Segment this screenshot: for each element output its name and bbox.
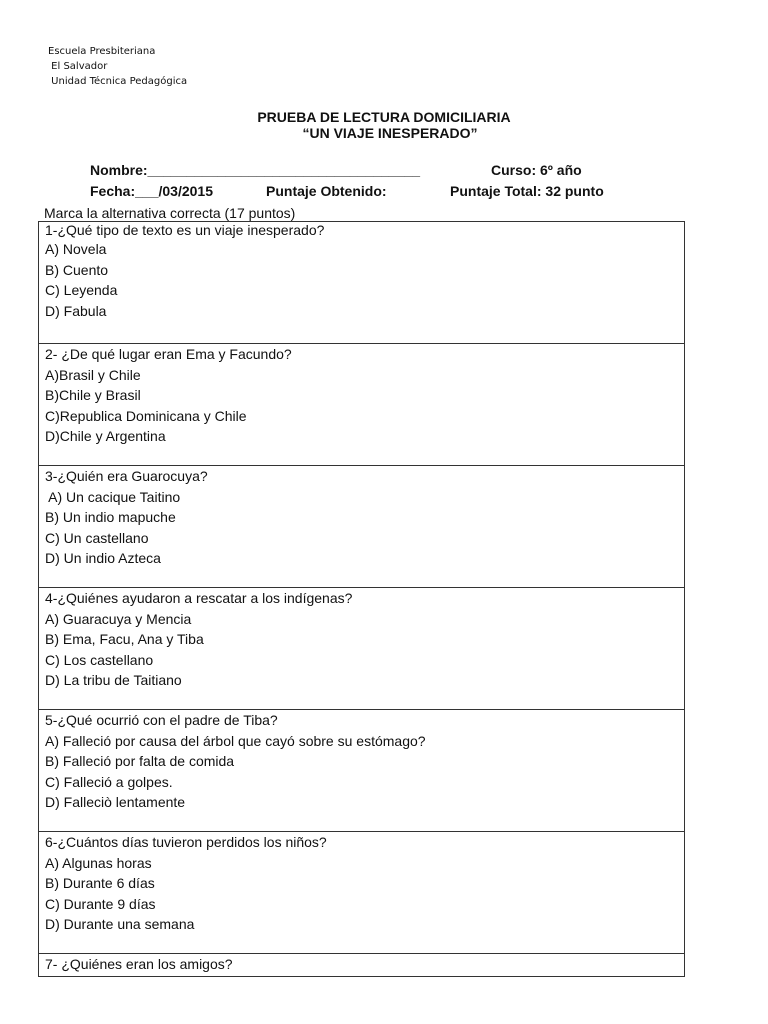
- question-text: 1-¿Qué tipo de texto es un viaje inesperado?: [45, 222, 325, 238]
- option-c: C) Leyenda: [45, 282, 118, 298]
- option-a: A) Un cacique Taitino: [45, 488, 181, 505]
- test-subtitle: “UN VIAJE INESPERADO”: [302, 125, 478, 141]
- school-department: Unidad Técnica Pedagógica: [48, 76, 188, 87]
- option-d: D) Falleciò lentamente: [45, 794, 186, 810]
- question-text: 3-¿Quién era Guarocuya?: [45, 468, 208, 484]
- option-b: B)Chile y Brasil: [45, 387, 141, 403]
- option-d: D) Fabula: [45, 302, 107, 319]
- questions-table: [38, 221, 685, 977]
- question-block: [39, 710, 684, 832]
- question-text: 5-¿Qué ocurrió con el padre de Tiba?: [45, 712, 278, 728]
- option-b: B) Cuento: [45, 261, 109, 278]
- question-block: [39, 954, 684, 977]
- question-text: 6-¿Cuántos días tuvieron perdidos los niños?: [45, 834, 327, 850]
- date-field: Fecha:___/03/2015: [90, 183, 213, 199]
- question-block: [39, 832, 684, 954]
- option-a: A) Falleció por causa del árbol que cayó sobre su estómago?: [45, 732, 426, 749]
- option-c: C) Los castellano: [45, 651, 154, 668]
- name-field: Nombre:___________________________________: [90, 162, 421, 178]
- option-b: B) Falleció por falta de comida: [45, 753, 235, 769]
- option-d: D)Chile y Argentina: [45, 428, 166, 444]
- question-block: [39, 222, 684, 344]
- option-b: B) Un indio mapuche: [45, 509, 176, 525]
- option-a: A) Algunas horas: [45, 854, 152, 871]
- school-header: [48, 44, 187, 89]
- option-a: A)Brasil y Chile: [45, 366, 141, 383]
- option-a: A) Novela: [45, 241, 107, 257]
- question-text: 7- ¿Quiénes eran los amigos?: [45, 956, 233, 972]
- instructions: Marca la alternativa correcta (17 puntos): [44, 205, 296, 221]
- question-text: 2- ¿De qué lugar eran Ema y Facundo?: [45, 346, 292, 362]
- option-b: B) Durante 6 días: [45, 875, 155, 891]
- option-b: B) Ema, Facu, Ana y Tiba: [45, 631, 204, 647]
- option-c: C)Republica Dominicana y Chile: [45, 407, 247, 424]
- score-obtained-label: Puntaje Obtenido:: [266, 183, 387, 199]
- school-location: El Salvador: [48, 61, 108, 72]
- question-block: [39, 344, 684, 466]
- option-c: C) Durante 9 días: [45, 895, 156, 912]
- score-total-label: Puntaje Total: 32 punto: [450, 183, 604, 199]
- option-d: D) Un indio Azteca: [45, 550, 161, 566]
- question-block: [39, 588, 684, 710]
- question-block: [39, 466, 684, 588]
- grade-label: Curso: 6º año: [491, 162, 582, 178]
- option-d: D) La tribu de Taitiano: [45, 672, 182, 688]
- question-text: 4-¿Quiénes ayudaron a rescatar a los indígenas?: [45, 590, 353, 606]
- option-c: C) Un castellano: [45, 529, 149, 546]
- option-c: C) Falleció a golpes.: [45, 773, 173, 790]
- option-d: D) Durante una semana: [45, 916, 195, 932]
- option-a: A) Guaracuya y Mencia: [45, 610, 192, 627]
- test-title: PRUEBA DE LECTURA DOMICILIARIA: [257, 109, 511, 125]
- school-name: Escuela Presbiteriana: [48, 46, 156, 57]
